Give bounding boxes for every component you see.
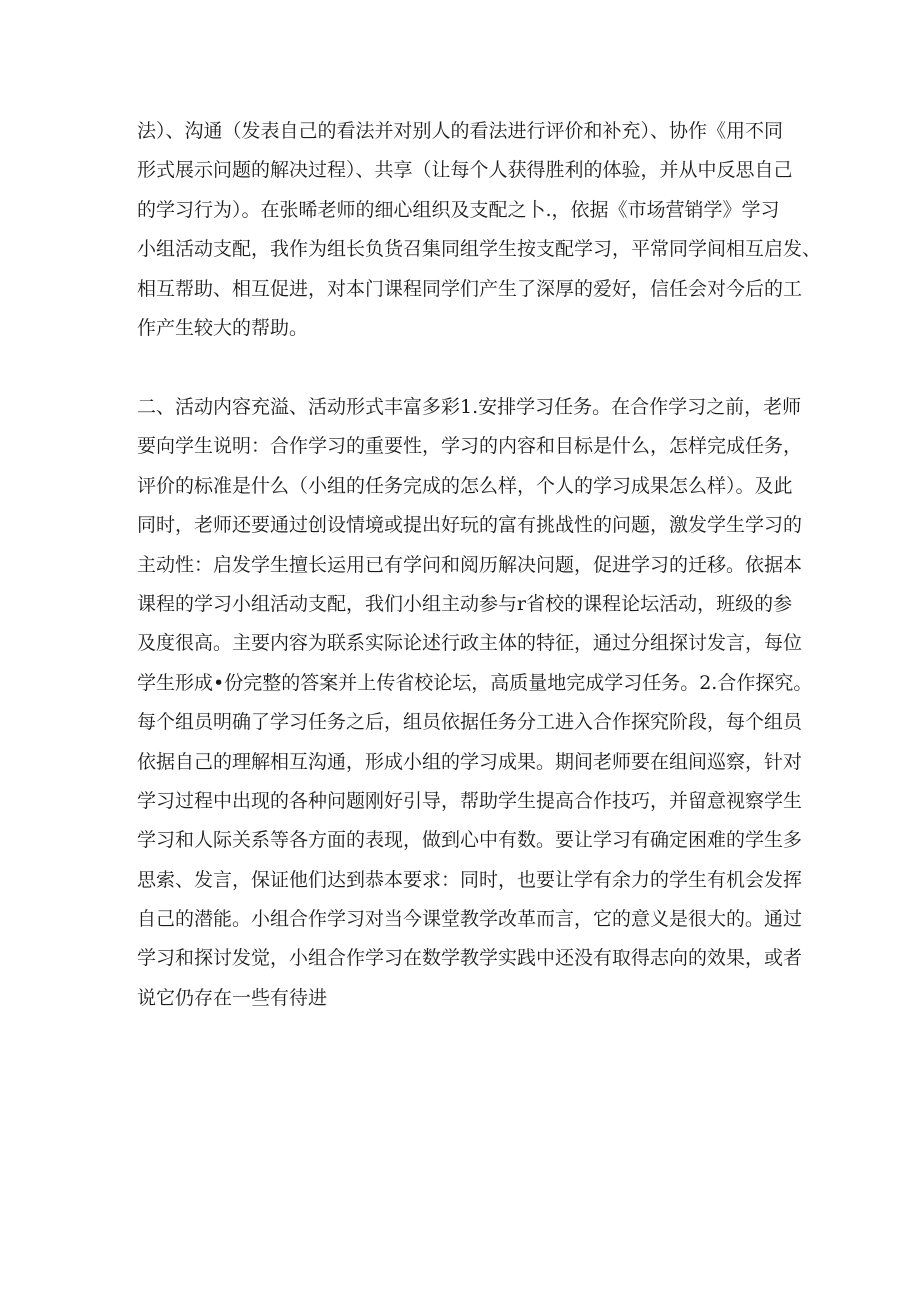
text-line: 学习和人际关系等各方面的表现，做到心中有数。要让学习有确定困难的学生多 [137,829,803,852]
text-line: 相互帮助、相互促进，对本门课程同学们产生了深厚的爱好，信任会对今后的工 [137,277,803,300]
text-line: 及度很高。主要内容为联系实际论述行政主体的特征，通过分组探讨发言，每位 [137,632,803,655]
text-line: 评价的标准是什么（小组的任务完成的怎么样，个人的学习成果怎么样）。及此 [137,474,793,497]
text-line: 自己的潜能。小组合作学习对当今课堂教学改革而言，它的意义是很大的。通过 [137,908,803,931]
text-line: 形式展示问题的解决过程）、共享（让每个人获得胜利的体验，并从中反思自己 [137,159,793,182]
text-line: 每个组员明确了学习任务之后，组员依据任务分工进入合作探究阶段，每个组员 [137,711,803,734]
paragraph-2 [137,388,813,1018]
text-line: 主动性：启发学生擅长运用已有学问和阅历解决问题，促进学习的迁移。依据本 [137,553,803,576]
paragraph-1 [137,112,822,348]
text-line: 学习过程中出现的各种问题刚好引导，帮助学生提高合作技巧，并留意视察学生 [137,789,803,812]
text-line: 的学习行为）。在张晞老师的细心组织及支配之卜.，依据《市场营销学》学习 [137,198,780,221]
text-line: 二、活动内容充溢、活动形式丰富多彩1.安排学习任务。在合作学习之前，老师 [137,396,802,418]
text-line: 同时，老师还要通过创设情境或提出好玩的富有挑战性的问题，激发学生学习的 [137,514,803,537]
text-line: 要向学生说明：合作学习的重要性，学习的内容和目标是什么，怎样完成任务， [137,435,803,458]
text-line: 法）、沟通（发表自己的看法并对别人的看法进行评价和补充）、协作《用不同 [137,120,784,142]
text-line: 依据自己的理解相互沟通，形成小组的学习成果。期间老师要在组间巡察，针对 [137,750,803,773]
text-line: 小组活动支配，我作为组长负货召集同组学生按支配学习，平常同学间相互启发、 [137,238,822,261]
text-line: 思索、发言，保证他们达到恭本要求：同时，也要让学有余力的学生有机会发挥 [137,868,803,891]
text-line: 作产生较大的帮助。 [137,316,309,339]
text-line: 说它仍存在一些有待进 [137,986,328,1009]
text-line: 学习和探讨发觉，小组合作学习在数学教学实践中还没有取得志向的效果，或者 [137,947,803,970]
text-line: 课程的学习小组活动支配，我们小组主动参与r省校的课程论坛活动，班级的参 [137,592,793,615]
text-line: 学生形成•份完整的答案并上传省校论坛，高质量地完成学习任务。2.合作探究。 [137,671,813,694]
